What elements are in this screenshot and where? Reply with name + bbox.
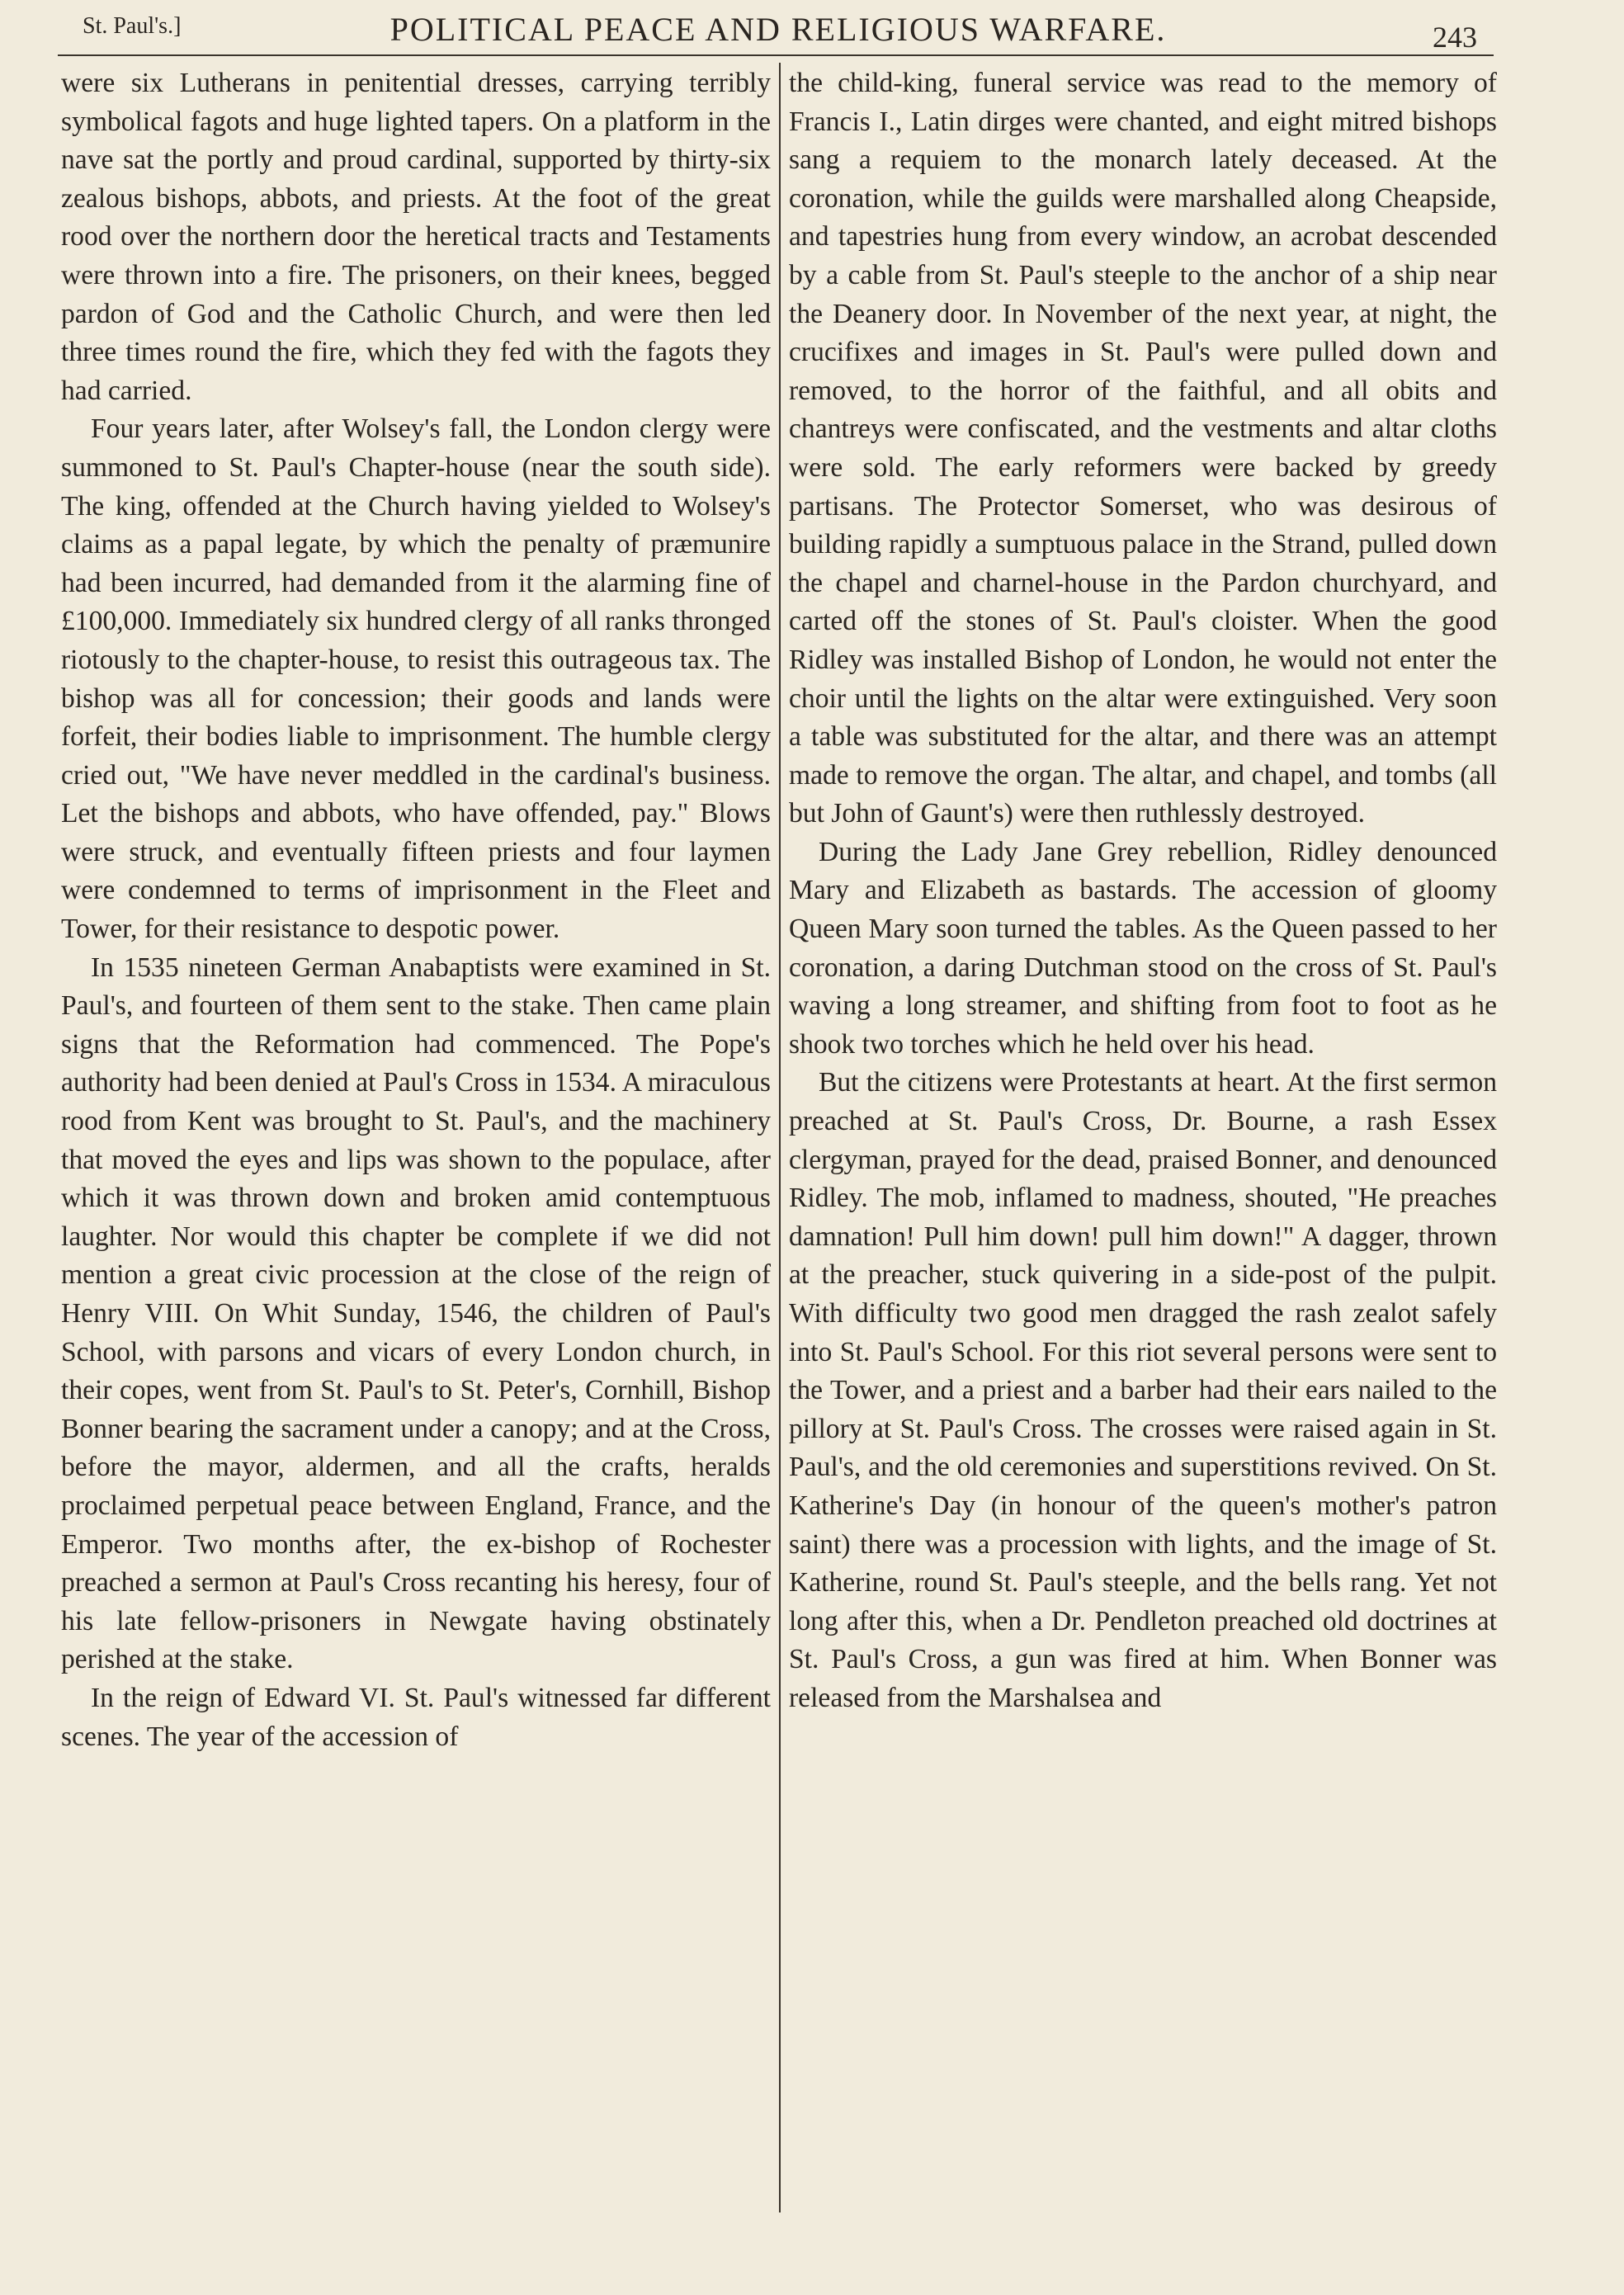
paragraph: During the Lady Jane Grey rebellion, Ridley denounced Mary and Elizabeth as bastards. The accession of gloomy Queen Mary soon turned the tables. As the Queen passed to her coronation, a daring Dutchman stood on the cross of St. Paul's waving a long streamer, and shifting from foot to foot as he shook two torches which he held over his head.: [789, 836, 1497, 1060]
column-divider: [779, 63, 781, 2212]
page-title: POLITICAL PEACE AND RELIGIOUS WARFARE.: [389, 11, 1167, 48]
paragraph: In 1535 nineteen German Anabaptists were examined in St. Paul's, and fourteen of them sent to the stake. Then came plain signs that the Reformation had commenced. The Pope's authority had been denied at Paul's Cross in 1534. A miraculous rood from Kent was brought to St. Paul's, and the machinery that moved the eyes and lips was shown to the populace, after which it was thrown down and broken amid contemptuous laughter. Nor would this chapter be complete if we did not mention a great civic procession at the close of the reign of Henry VIII. On Whit Sunday, 1546, the children of Paul's School, with parsons and vicars of every London church, in their copes, went from St. Paul's to St. Peter's, Cornhill, Bishop Bonner bearing the sacrament under a canopy; and at the Cross, before the mayor, aldermen, and all the crafts, heralds proclaimed perpetual peace between England, France, and the Emperor. Two months after, the ex-bishop of Rochester preached a sermon at Paul's Cross recanting his heresy, four of his late fellow-prisoners in Newgate having obstinately perished at the stake.: [61, 952, 771, 1675]
page-number: 243: [1433, 21, 1477, 54]
paragraph: the child-king, funeral service was read to the memory of Francis I., Latin dirges were chanted, and eight mitred bishops sang a requiem to the monarch lately deceased. At the coronation, while the guilds were marshalled along Cheapside, and tapestries hung from every window, an acrobat descended by a cable from St. Paul's steeple to the anchor of a ship near the Deanery door. In November of the next year, at night, the crucifixes and images in St. Paul's were pulled down and removed, to the horror of the faithful, and all obits and chantreys were confiscated, and the vestments and altar cloths were sold. The early reformers were backed by greedy partisans. The Protector Somerset, who was desirous of building rapidly a sumptuous palace in the Strand, pulled down the chapel and charnel-house in the Pardon churchyard, and carted off the stones of St. Paul's cloister. When the good Ridley was installed Bishop of London, he would not enter the choir until the lights on the altar were extinguished. Very soon a table was substituted for the altar, and there was an attempt made to remove the organ. The altar, and chapel, and tombs (all but John of Gaunt's) were then ruthlessly destroyed.: [789, 68, 1497, 829]
section-label: St. Paul's.]: [83, 13, 182, 39]
right-column: [789, 64, 1497, 2260]
left-column: [61, 64, 771, 2260]
paragraph: In the reign of Edward VI. St. Paul's witnessed far different scenes. The year of the accession of: [61, 1682, 771, 1752]
header-rule: [58, 54, 1494, 56]
paragraph: Four years later, after Wolsey's fall, the London clergy were summoned to St. Paul's Chapter-house (near the south side). The king, offended at the Church having yielded to Wolsey's claims as a papal legate, by which the penalty of præmunire had been incurred, had demanded from it the alarming fine of £100,000. Immediately six hundred clergy of all ranks thronged riotously to the chapter-house, to resist this outrageous tax. The bishop was all for concession; their goods and lands were forfeit, their bodies liable to imprisonment. The humble clergy cried out, "We have never meddled in the cardinal's business. Let the bishops and abbots, who have offended, pay." Blows were struck, and eventually fifteen priests and four laymen were condemned to terms of imprisonment in the Fleet and Tower, for their resistance to despotic power.: [61, 413, 771, 945]
paragraph: But the citizens were Protestants at heart. At the first sermon preached at St. Paul's Cross, Dr. Bourne, a rash Essex clergyman, prayed for the dead, praised Bonner, and denounced Ridley. The mob, inflamed to madness, shouted, "He preaches damnation! Pull him down! pull him down!" A dagger, thrown at the preacher, stuck quivering in a side-post of the pulpit. With difficulty two good men dragged the rash zealot safely into St. Paul's School. For this riot several persons were sent to the Tower, and a priest and a barber had their ears nailed to the pillory at St. Paul's Cross. The crosses were raised again in St. Paul's, and the old ceremonies and superstitions revived. On St. Katherine's Day (in honour of the queen's mother's patron saint) there was a procession with lights, and the image of St. Katherine, round St. Paul's steeple, and the bells rang. Yet not long after this, when a Dr. Pendleton preached old doctrines at St. Paul's Cross, a gun was fired at him. When Bonner was released from the Marshalsea and: [789, 1067, 1497, 1713]
paragraph: were six Lutherans in penitential dresses, carrying terribly symbolical fagots and huge lighted tapers. On a platform in the nave sat the portly and proud cardinal, supported by thirty-six zealous bishops, abbots, and priests. At the foot of the great rood over the northern door the heretical tracts and Testaments were thrown into a fire. The prisoners, on their knees, begged pardon of God and the Catholic Church, and were then led three times round the fire, which they fed with the fagots they had carried.: [61, 68, 771, 406]
running-header: [64, 5, 1492, 56]
